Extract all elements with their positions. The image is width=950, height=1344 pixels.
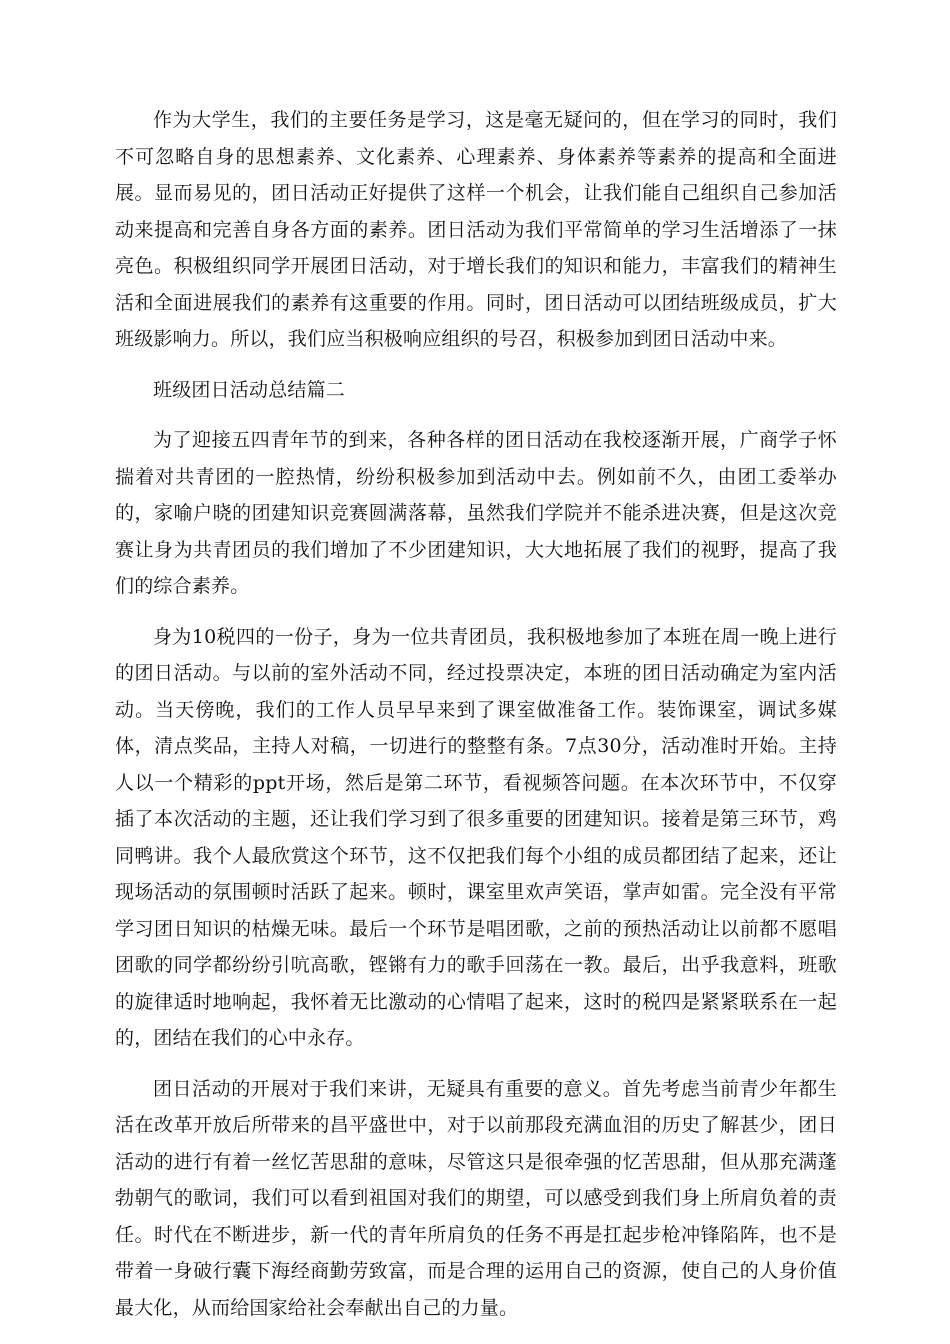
paragraph-1: 作为大学生，我们的主要任务是学习，这是毫无疑问的，但在学习的同时，我们不可忽略自身的思想素养、文化素养、心理素养、身体素养等素养的提高和全面进展。显而易见的，团日活动正好提供了这样一个机会，让我们能自己组织自己参加活动来提高和完善自身各方面的素养。团日活动为我们平常简单的学习生活增添了一抹亮色。积极组织同学开展团日活动，对于增长我们的知识和能力，丰富我们的精神生活和全面进展我们的素养有这重要的作用。同时，团日活动可以团结班级成员，扩大班级影响力。所以，我们应当积极响应组织的号召，积极参加到团日活动中来。	[115, 109, 837, 350]
paragraph-gap	[115, 408, 837, 422]
paragraph-2: 为了迎接五四青年节的到来，各种各样的团日活动在我校逐渐开展，广商学子怀揣着对共青团的一腔热情，纷纷积极参加到活动中去。例如前不久，由团工委举办的，家喻户晓的团建知识竞赛圆满落幕，虽然我们学院并不能杀进决赛，但是这次竞赛让身为共青团员的我们增加了不少团建知识，大大地拓展了我们的视野，提高了我们的综合素养。	[115, 429, 837, 597]
document-body	[115, 102, 837, 1326]
section-heading: 班级团日活动总结篇二	[153, 378, 346, 401]
paragraph-gap	[115, 358, 837, 372]
paragraph-gap	[115, 605, 837, 619]
paragraph-3: 身为10税四的一份子，身为一位共青团员，我积极地参加了本班在周一晚上进行的团日活动。与以前的室外活动不同，经过投票决定，本班的团日活动确定为室内活动。当天傍晚，我们的工作人员早早来到了课室做准备工作。装饰课室，调试多媒体，清点奖品，主持人对稿，一切进行的整整有条。7点30分，活动准时开始。主持人以一个精彩的ppt开场，然后是第二环节，看视频答问题。在本次环节中，不仅穿插了本次活动的主题，还让我们学习到了很多重要的团建知识。接着是第三环节，鸡同鸭讲。我个人最欣赏这个环节，这不仅把我们每个小组的成员都团结了起来，还让现场活动的氛围顿时活跃了起来。顿时，课室里欢声笑语，掌声如雷。完全没有平常学习团日知识的枯燥无味。最后一个环节是唱团歌，之前的预热活动让以前都不愿唱团歌的同学都纷纷引吭高歌，铿锵有力的歌手回荡在一教。最后，出乎我意料，班歌的旋律适时地响起，我怀着无比激动的心情唱了起来，这时的税四是紧紧联系在一起的，团结在我们的心中永存。	[115, 625, 837, 1049]
paragraph-gap	[115, 1057, 837, 1071]
paragraph-4: 团日活动的开展对于我们来讲，无疑具有重要的意义。首先考虑当前青少年都生活在改革开放后所带来的昌平盛世中，对于以前那段充满血泪的历史了解甚少，团日活动的进行有着一丝忆苦思甜的意味，尽管这只是很牵强的忆苦思甜，但从那充满蓬勃朝气的歌词，我们可以看到祖国对我们的期望，可以感受到我们身上所肩负着的责任。时代在不断进步，新一代的青年所肩负的任务不再是扛起步枪冲锋陷阵，也不是带着一身破行囊下海经商勤劳致富，而是合理的运用自己的资源，使自己的人身价值最大化，从而给国家给社会奉献出自己的力量。	[115, 1077, 837, 1319]
